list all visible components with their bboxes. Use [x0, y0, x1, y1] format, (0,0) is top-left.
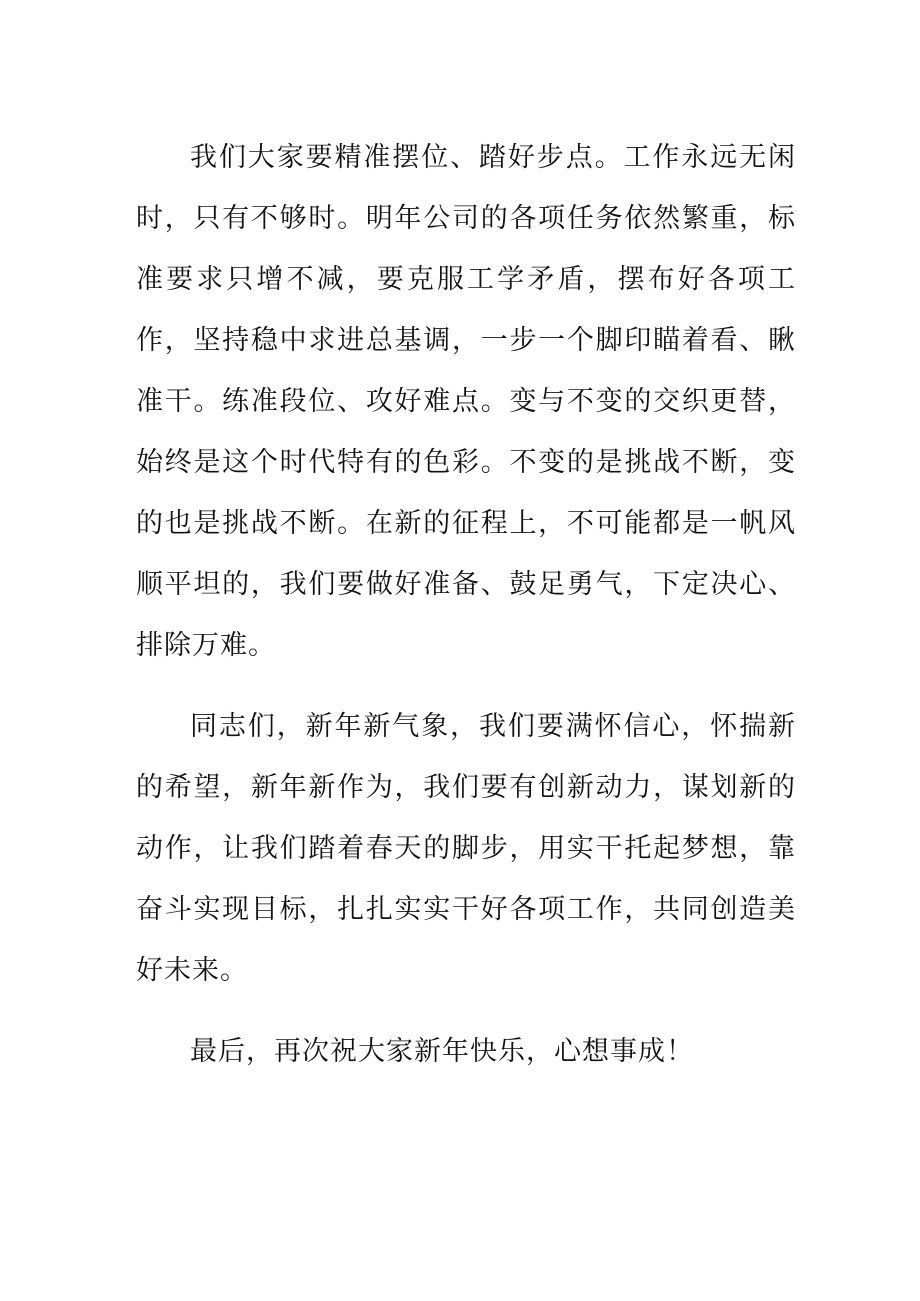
paragraph-new-year-call: 同志们，新年新气象，我们要满怀信心，怀揣新的希望，新年新作为，我们要有创新动力，谋划新的动作，让我们踏着春天的脚步，用实干托起梦想，靠奋斗实现目标，扎扎实实干好各项工作，共同创造美好未来。	[136, 711, 796, 986]
paragraph-work-deployment: 我们大家要精准摆位、踏好步点。工作永远无闲时，只有不够时。明年公司的各项任务依然繁重，标准要求只增不减，要克服工学矛盾，摆布好各项工作，坚持稳中求进总基调，一步一个脚印瞄着看、瞅准干。练准段位、攻好难点。变与不变的交织更替，始终是这个时代特有的色彩。不变的是挑战不断，变的也是挑战不断。在新的征程上，不可能都是一帆风顺平坦的，我们要做好准备、鼓足勇气，下定决心、排除万难。	[136, 142, 796, 661]
paragraph-closing-wishes: 最后，再次祝大家新年快乐，心想事成！	[190, 1036, 694, 1067]
document-body	[136, 127, 796, 1082]
